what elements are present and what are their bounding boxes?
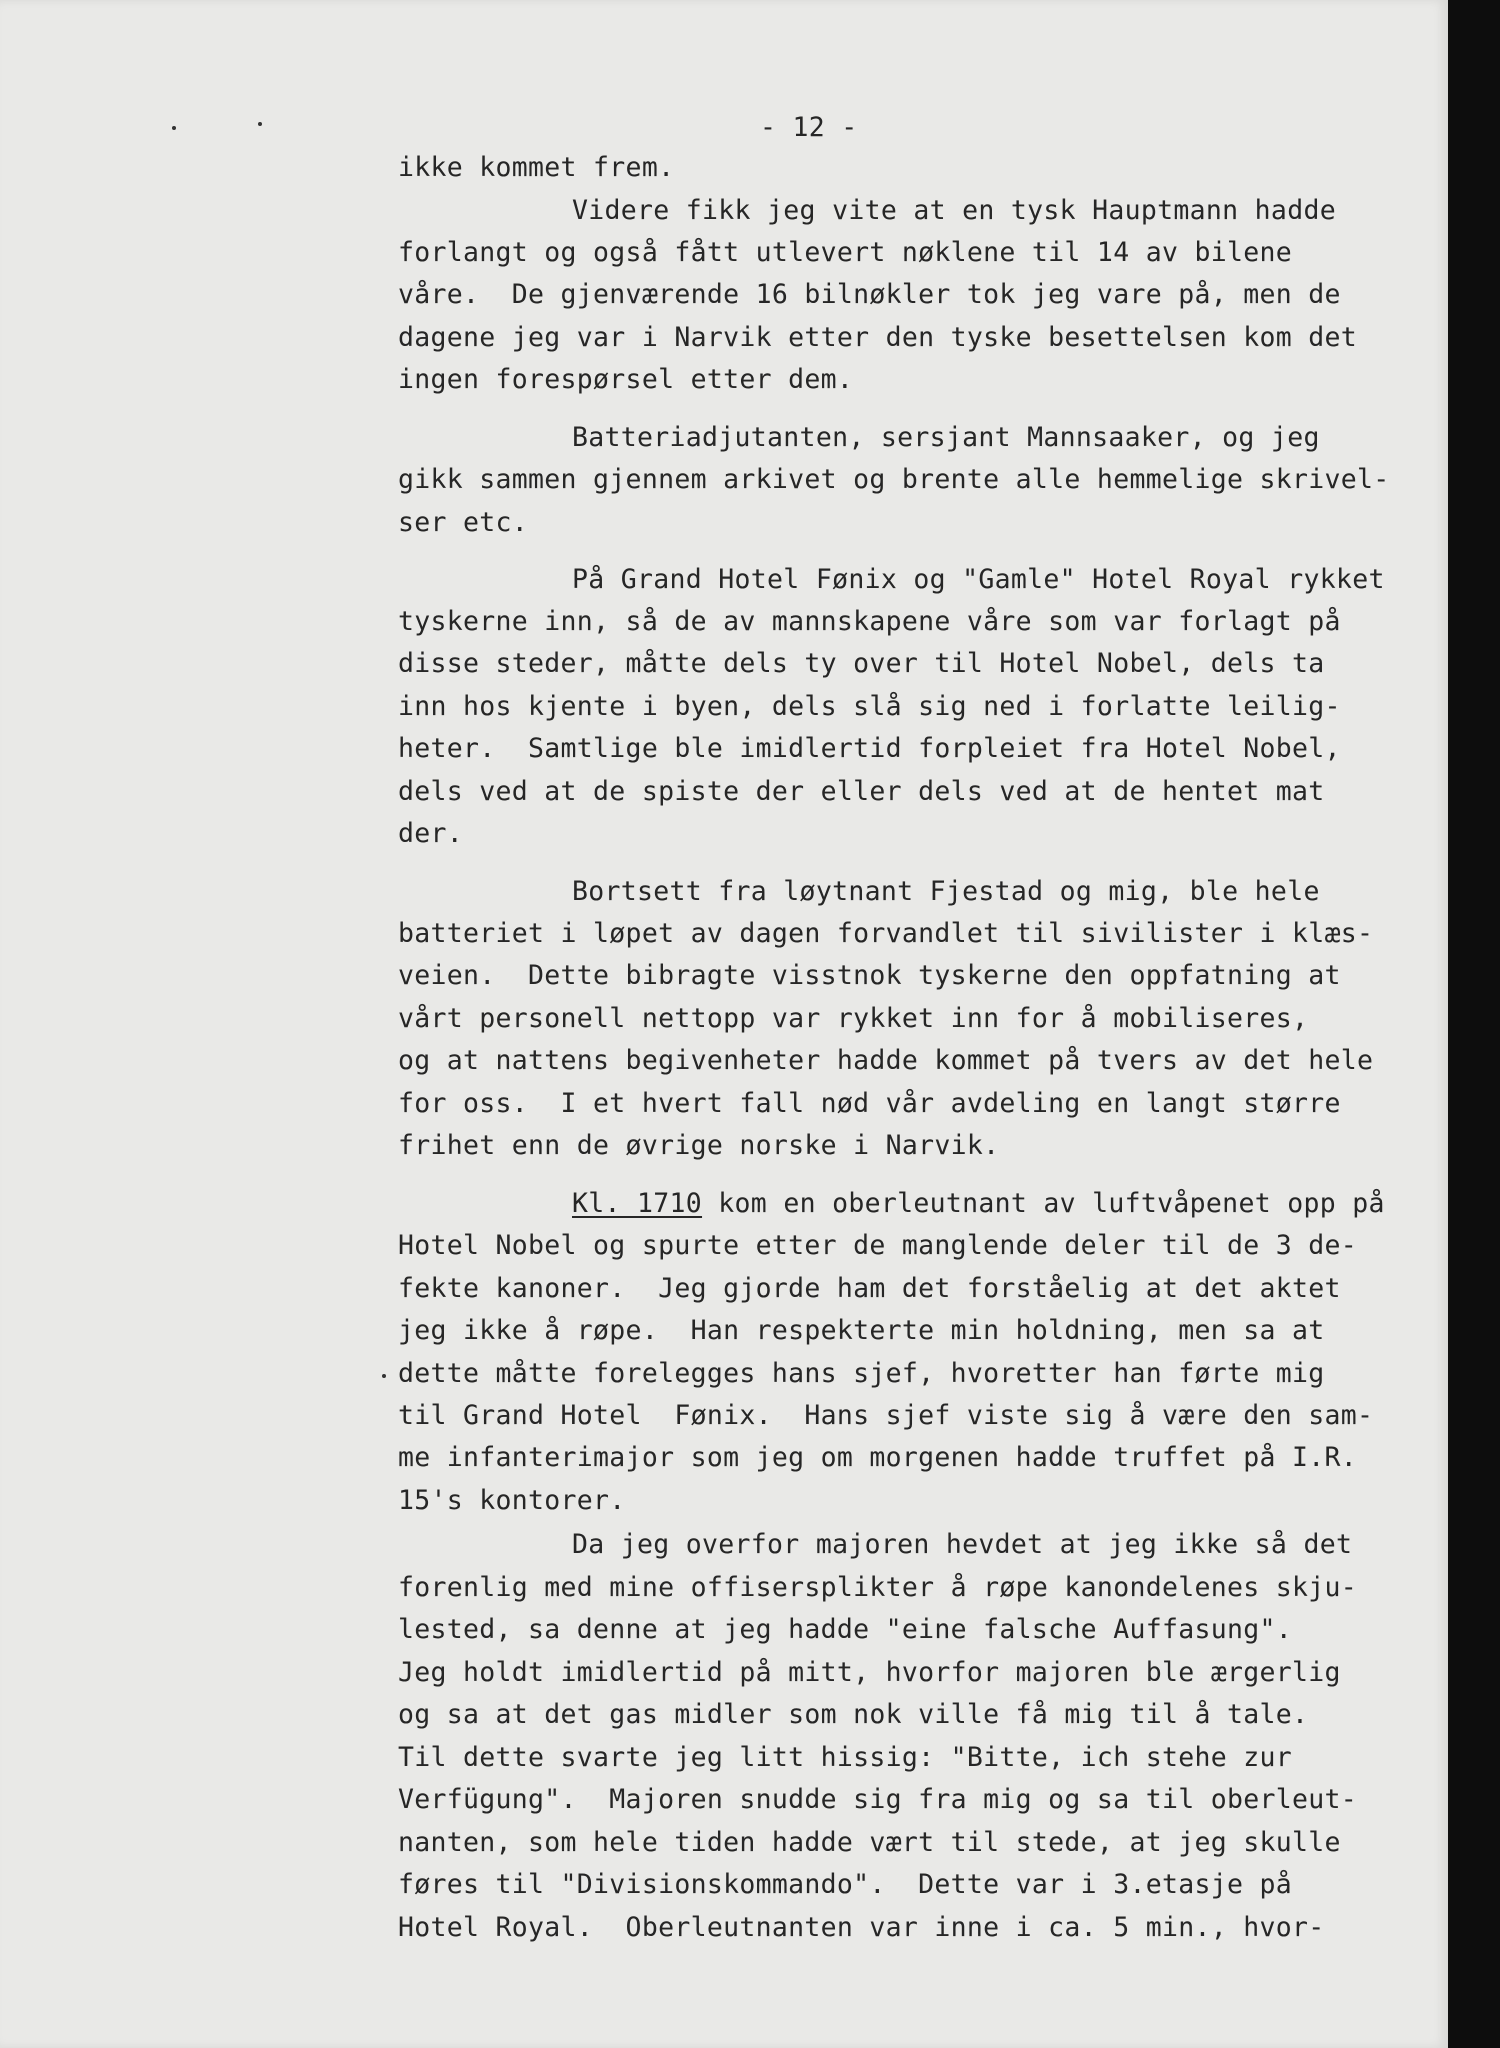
text-line: Verfügung". Majoren snudde sig fra mig og sa til oberleut- — [398, 1784, 1358, 1815]
text-line: til Grand Hotel Fønix. Hans sjef viste sig å være den sam- — [398, 1400, 1374, 1431]
text-line: ikke kommet frem. — [398, 152, 675, 183]
text-line: tyskerne inn, så de av mannskapene våre som var forlagt på — [398, 606, 1341, 637]
text-line: Batteriadjutanten, sersjant Mannsaaker, og jeg — [572, 422, 1320, 453]
margin-speck — [382, 1374, 386, 1378]
text-line: ingen forespørsel etter dem. — [398, 364, 854, 395]
text-line: nanten, som hele tiden hadde vært til stede, at jeg skulle — [398, 1827, 1341, 1858]
text-line: heter. Samtlige ble imidlertid forpleiet fra Hotel Nobel, — [398, 733, 1341, 764]
text-line: inn hos kjente i byen, dels slå sig ned i forlatte leilig- — [398, 691, 1341, 722]
text-line: føres til "Divisionskommando". Dette var i 3.etasje på — [398, 1869, 1292, 1900]
text-line: Da jeg overfor majoren hevdet at jeg ikke så det — [572, 1529, 1353, 1560]
text-line: gikk sammen gjennem arkivet og brente alle hemmelige skrivel- — [398, 464, 1390, 495]
page-number: - 12 - — [760, 112, 858, 143]
text-line: forenlig med mine offisersplikter å røpe kanondelenes skju- — [398, 1572, 1358, 1603]
text-line: Bortsett fra løytnant Fjestad og mig, ble hele — [572, 876, 1320, 907]
underlined-time: Kl. 1710 — [572, 1188, 703, 1219]
text-line: der. — [398, 818, 464, 849]
text-line: og sa at det gas midler som nok ville få mig til å tale. — [398, 1699, 1309, 1730]
text-line: Hotel Royal. Oberleutnanten var inne i ca. 5 min., hvor- — [398, 1912, 1325, 1943]
text-line: dette måtte forelegges hans sjef, hvoretter han førte mig — [398, 1358, 1325, 1389]
text-fragment: kom en oberleutnant av luftvåpenet opp på — [702, 1188, 1385, 1219]
text-line: forlangt og også fått utlevert nøklene til 14 av bilene — [398, 237, 1292, 268]
text-line: våre. De gjenværende 16 bilnøkler tok jeg vare på, men de — [398, 279, 1341, 310]
text-line: me infanterimajor som jeg om morgenen hadde truffet på I.R. — [398, 1442, 1358, 1473]
text-line: Til dette svarte jeg litt hissig: "Bitte, ich stehe zur — [398, 1742, 1292, 1773]
text-line: Jeg holdt imidlertid på mitt, hvorfor majoren ble ærgerlig — [398, 1657, 1341, 1688]
text-line: disse steder, måtte dels ty over til Hotel Nobel, dels ta — [398, 648, 1325, 679]
text-line: veien. Dette bibragte visstnok tyskerne den oppfatning at — [398, 960, 1341, 991]
text-line: På Grand Hotel Fønix og "Gamle" Hotel Royal rykket — [572, 564, 1385, 595]
text-line: batteriet i løpet av dagen forvandlet til sivilister i klæs- — [398, 918, 1374, 949]
text-line: dagene jeg var i Narvik etter den tyske besettelsen kom det — [398, 322, 1358, 353]
text-line: jeg ikke å røpe. Han respekterte min holdning, men sa at — [398, 1315, 1325, 1346]
text-line: frihet enn de øvrige norske i Narvik. — [398, 1130, 1000, 1161]
text-line: for oss. I et hvert fall nød vår avdeling en langt større — [398, 1088, 1341, 1119]
text-line: lested, sa denne at jeg hadde "eine falsche Auffasung". — [398, 1614, 1292, 1645]
text-line: dels ved at de spiste der eller dels ved at de hentet mat — [398, 776, 1325, 807]
text-line: fekte kanoner. Jeg gjorde ham det forståelig at det aktet — [398, 1273, 1341, 1304]
text-line: Videre fikk jeg vite at en tysk Hauptmann hadde — [572, 195, 1336, 226]
text-line: ser etc. — [398, 507, 529, 538]
text-line: Hotel Nobel og spurte etter de manglende deler til de 3 de- — [398, 1230, 1358, 1261]
text-line — [572, 1188, 1385, 1220]
text-line: vårt personell nettopp var rykket inn for å mobiliseres, — [398, 1003, 1309, 1034]
margin-speck — [258, 122, 262, 126]
text-line: 15's kontorer. — [398, 1485, 626, 1516]
text-line: og at nattens begivenheter hadde kommet på tvers av det hele — [398, 1045, 1374, 1076]
margin-speck — [172, 126, 176, 130]
